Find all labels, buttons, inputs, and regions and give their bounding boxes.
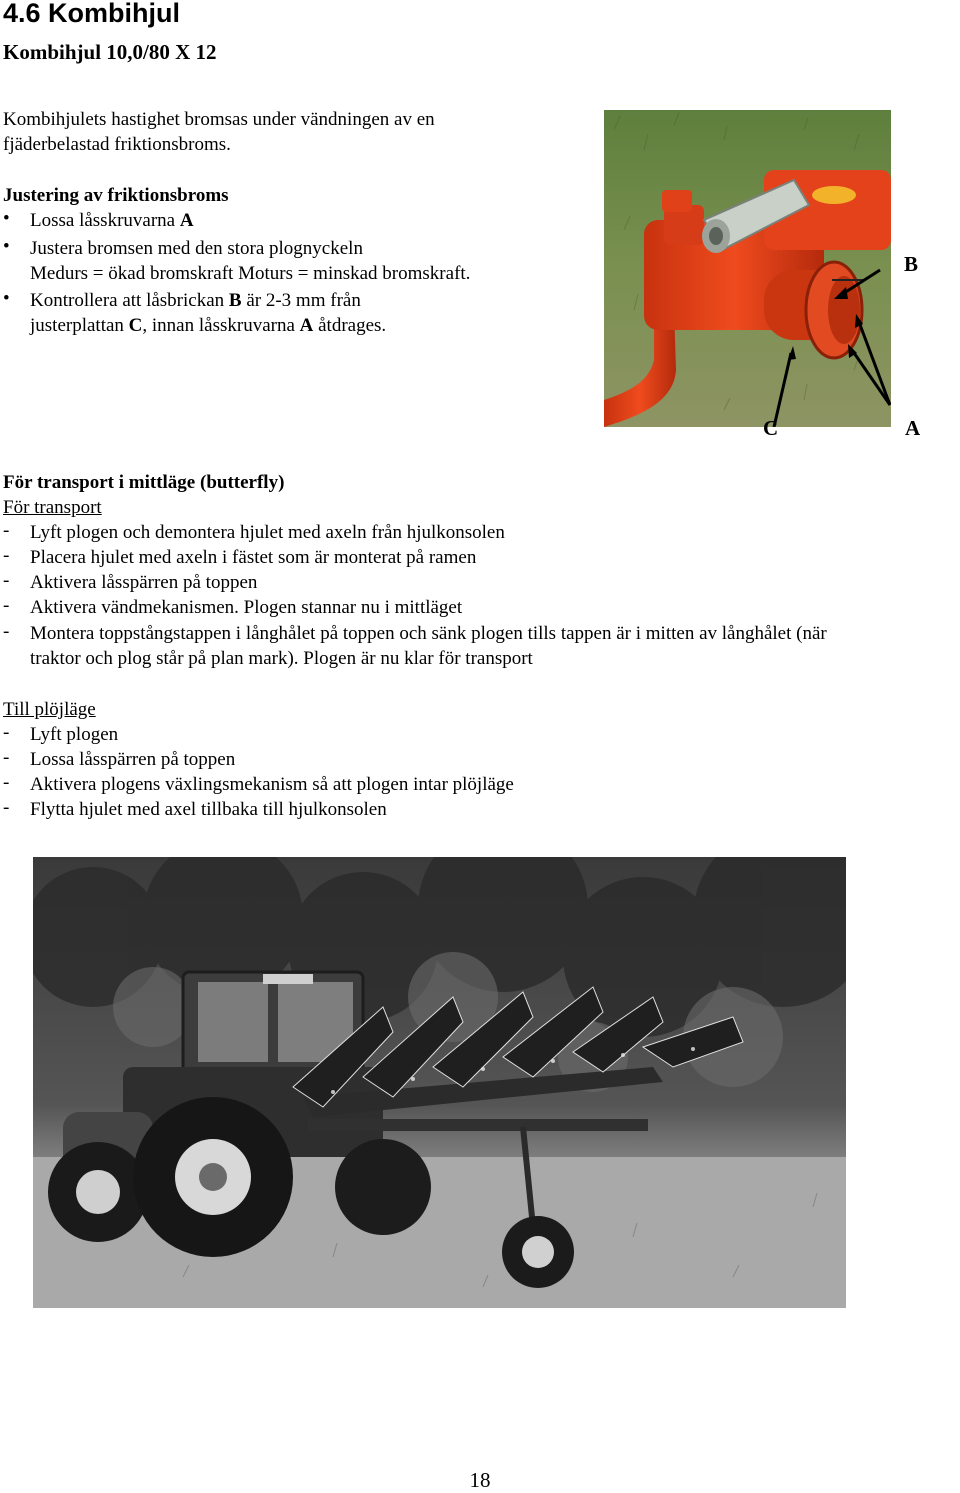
list-item: Placera hjulet med axeln i fästet som är monterat på ramen — [30, 547, 477, 568]
list-item: Justera bromsen med den stora plognyckeln Medurs = ökad bromskraft Moturs = minskad bromskraft. — [30, 238, 471, 284]
bullet-icon: • — [3, 288, 10, 309]
tractor-plow-photo — [33, 857, 846, 1308]
intro-paragraph: Kombihjulets hastighet bromsas under vändningen av en fjäderbelastad friktionsbroms. — [3, 109, 435, 155]
page-number: 18 — [469, 1468, 491, 1492]
wheel-mount-photo — [604, 110, 891, 427]
list-item: Montera toppstångstappen i långhålet på toppen och sänk plogen tills tappen är i mitten av långhålet (när traktor och plog står på plan mark). Plogen är nu klar för transport — [30, 623, 827, 669]
plow-mode-subheading: Till plöjläge — [3, 699, 96, 720]
label-c: C — [763, 416, 779, 440]
list-item: Lossa låsskruvarna A — [30, 210, 194, 231]
subtitle: Kombihjul 10,0/80 X 12 — [3, 40, 217, 64]
bullet-icon: • — [3, 236, 10, 257]
list-item: Kontrollera att låsbrickan B är 2-3 mm från justerplattan C, innan låsskruvarna A åtdrages. — [30, 290, 387, 336]
list-item: Aktivera plogens växlingsmekanism så att plogen intar plöjläge — [30, 774, 514, 795]
list-item: Lyft plogen och demontera hjulet med axeln från hjulkonsolen — [30, 522, 505, 543]
annotation-arrows — [604, 110, 891, 427]
transport-heading: För transport i mittläge (butterfly) — [3, 472, 285, 493]
transport-subheading: För transport — [3, 497, 102, 518]
list-item: Aktivera låsspärren på toppen — [30, 572, 258, 593]
bullet-icon: • — [3, 208, 10, 229]
label-b: B — [904, 252, 919, 276]
list-item: Lossa låsspärren på toppen — [30, 749, 236, 770]
label-a: A — [905, 416, 921, 440]
list-item: Flytta hjulet med axel tillbaka till hjulkonsolen — [30, 799, 387, 820]
adjustment-heading: Justering av friktionsbroms — [3, 185, 229, 206]
list-item: Lyft plogen — [30, 724, 119, 745]
list-item: Aktivera vändmekanismen. Plogen stannar nu i mittläget — [30, 597, 463, 618]
section-title: 4.6 Kombihjul — [3, 0, 181, 28]
